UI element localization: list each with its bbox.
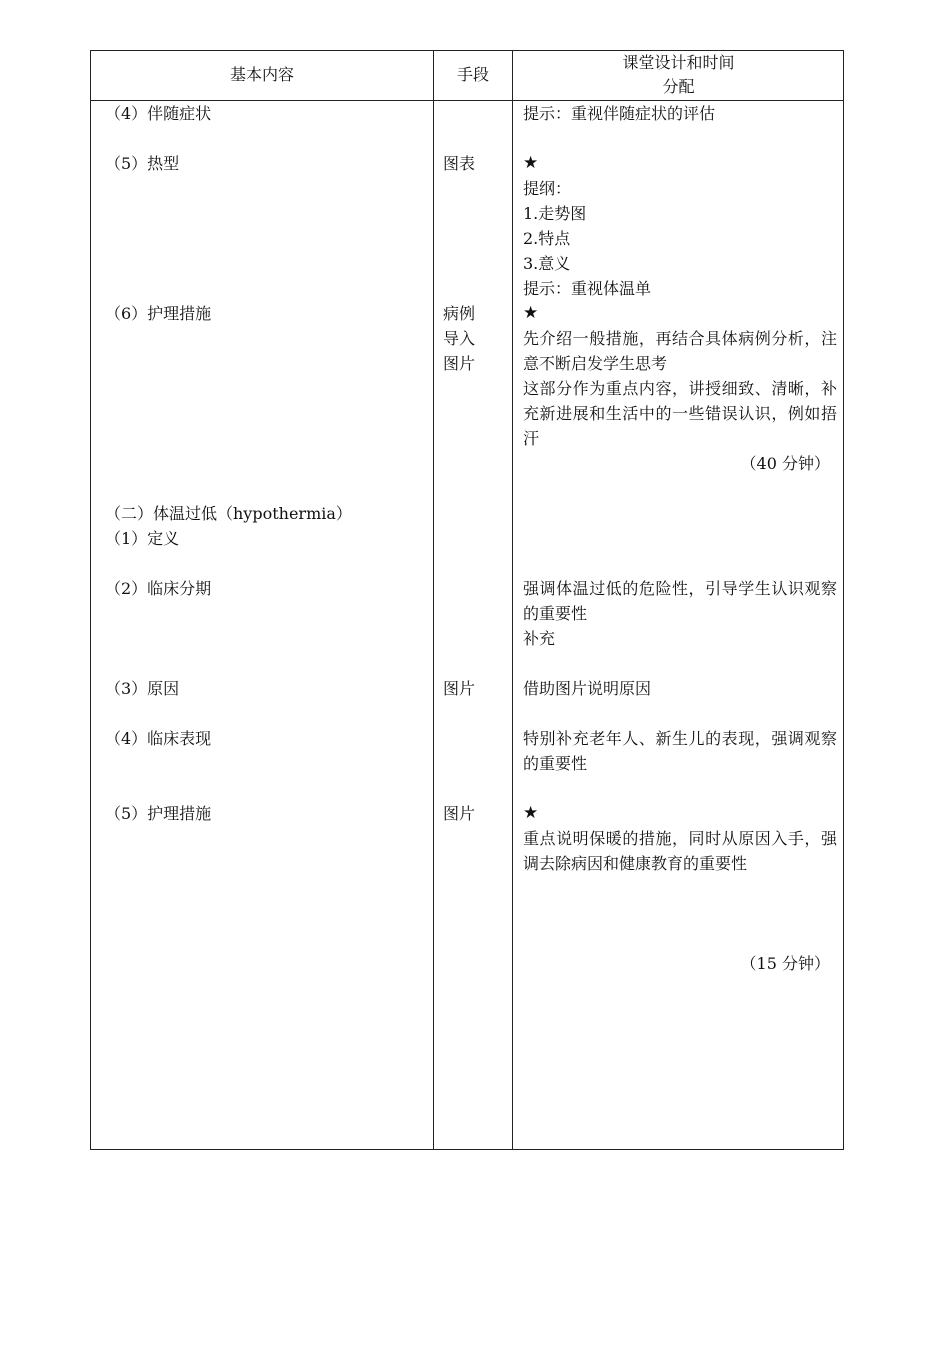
content-item: （1）定义 xyxy=(105,529,180,548)
header-design-line2: 分配 xyxy=(662,77,695,96)
design-outline-item: 1.走势图 xyxy=(523,204,587,223)
design-tip: 提示：重视伴随症状的评估 xyxy=(523,104,716,123)
design-paragraph: 强调体温过低的危险性，引导学生认识观察的重要性 xyxy=(523,579,837,623)
method-item: 图片 xyxy=(443,804,476,823)
content-item: （3）原因 xyxy=(105,679,180,698)
method-item: 图表 xyxy=(443,154,476,173)
content-item: （6）护理措施 xyxy=(105,304,212,323)
design-tip: 提示：重视体温单 xyxy=(523,279,652,298)
design-outline-item: 2.特点 xyxy=(523,229,571,248)
design-paragraph: 重点说明保暖的措施，同时从原因入手，强调去除病因和健康教育的重要性 xyxy=(523,829,837,873)
method-item: 图片 xyxy=(443,679,476,698)
content-item: （5）热型 xyxy=(105,154,180,173)
header-design xyxy=(513,51,844,99)
table-column-divider xyxy=(512,50,513,1150)
header-content: 基本内容 xyxy=(229,65,294,84)
design-paragraph: 这部分作为重点内容，讲授细致、清晰，补充新进展和生活中的一些错误认识，例如捂汗 xyxy=(523,379,837,448)
star-icon: ★ xyxy=(523,303,539,323)
design-paragraph: 先介绍一般措施，再结合具体病例分析，注意不断启发学生思考 xyxy=(523,329,837,373)
design-note: 借助图片说明原因 xyxy=(523,679,652,698)
star-icon: ★ xyxy=(523,153,539,173)
content-item: （4）伴随症状 xyxy=(105,104,212,123)
content-section-title: （二）体温过低（hypothermia） xyxy=(105,504,352,523)
design-outline: 提纲： xyxy=(523,179,572,198)
star-icon: ★ xyxy=(523,803,539,823)
time-allocation: （15 分钟） xyxy=(740,954,830,973)
content-item: （5）护理措施 xyxy=(105,804,212,823)
design-paragraph: 特别补充老年人、新生儿的表现，强调观察的重要性 xyxy=(523,729,837,773)
header-method: 手段 xyxy=(456,65,489,84)
header-design-line1: 课堂设计和时间 xyxy=(622,53,735,72)
method-item: 病例 xyxy=(443,304,476,323)
time-allocation: （40 分钟） xyxy=(740,454,830,473)
content-item: （4）临床表现 xyxy=(105,729,212,748)
method-item: 图片 xyxy=(443,354,476,373)
design-outline-item: 3.意义 xyxy=(523,254,571,273)
content-item: （2）临床分期 xyxy=(105,579,212,598)
method-item: 导入 xyxy=(443,329,476,348)
table-column-divider xyxy=(433,50,434,1150)
design-note: 补充 xyxy=(523,629,556,648)
